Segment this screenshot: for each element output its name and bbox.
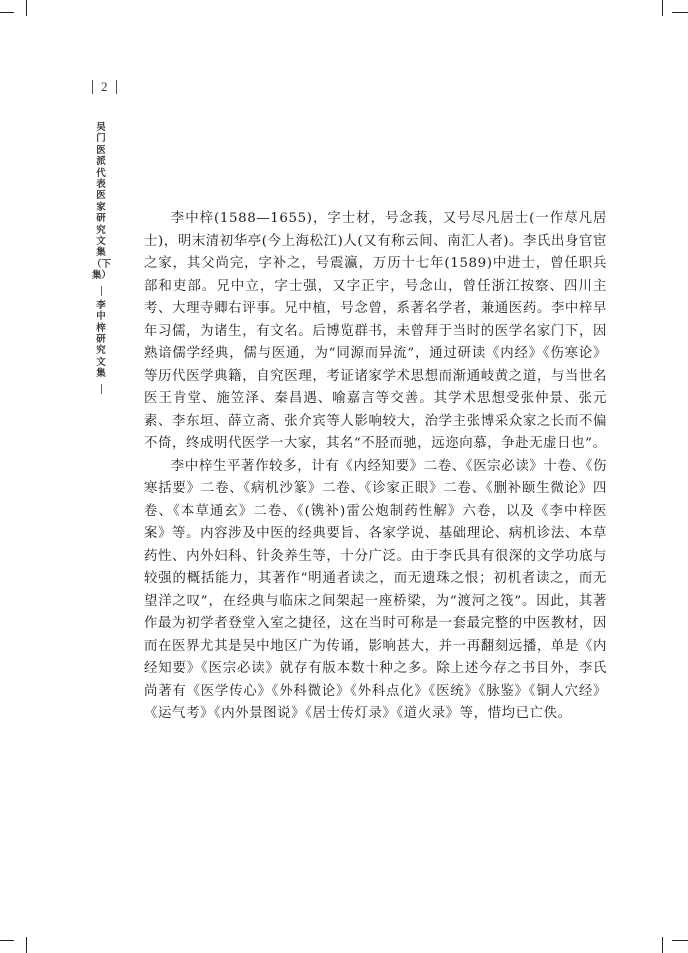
series-title: 吴门医派代表医家研究文集（下集） [92, 122, 112, 282]
body-text [144, 208, 607, 726]
page-number: 2 [101, 79, 108, 94]
running-head-end-rule [101, 384, 102, 394]
crop-mark-bl-v [26, 937, 27, 953]
page-number-block [86, 78, 126, 98]
paragraph: 李中梓生平著作较多，计有《内经知要》二卷、《医宗必读》十卷、《伤寒括要》二卷、《病机沙篆》二卷、《诊家正眼》二卷、《删补颐生微论》四卷、《本草通玄》二卷、《(镌补)雷公炮制药性解》六卷，以及《李中梓医案》等。内容涉及中医的经典要旨、各家学说、基础理论、病机诊法、本草药性、内外妇科、针灸养生等，十分广泛。由于李氏具有很深的文学功底与较强的概括能力，其著作“明通者读之，而无遗珠之恨；初机者读之，而无望洋之叹”，在经典与临床之间架起一座桥梁，为“渡河之筏”。因此，其著作最为初学者登堂入室之捷径，这在当时可称是一套最完整的中医教材，因而在医界尤其是吴中地区广为传诵，影响甚大，并一再翻刻远播，单是《内经知要》《医宗必读》就存有版本数十种之多。除上述今存之书目外，李氏尚著有《医学传心》《外科微论》《外科点化》《医统》《脉鉴》《铜人穴经》《运气考》《内外景图说》《居士传灯录》《道火录》等，惜均已亡佚。 [144, 458, 607, 721]
crop-mark-br-v [662, 937, 663, 953]
page-number-left-rule [92, 80, 93, 94]
crop-mark-bl-h [0, 940, 14, 941]
running-head-divider [101, 286, 102, 296]
crop-mark-tl-h [0, 12, 14, 13]
crop-mark-br-h [672, 940, 688, 941]
running-head-vertical [92, 122, 110, 398]
crop-mark-tr-v [662, 0, 663, 16]
page-number-right-rule [116, 80, 117, 94]
crop-mark-tl-v [26, 0, 27, 16]
book-title: 李中梓研究文集 [96, 299, 106, 380]
crop-mark-tr-h [672, 12, 688, 13]
paragraph: 李中梓(1588—1655)，字士材，号念莪，又号尽凡居士(一作荩凡居士)，明末清初华亭(今上海松江)人(又有称云间、南汇人者)。李氏出身官宦之家，其父尚完，字补之，号震瀛，万历十七年(1589)中进士，曾任职兵部和吏部。兄中立，字士强，又字正宇，号念山，曾任浙江按察、四川主考、大理寺卿右评事。兄中植，号念曾，系著名学者，兼通医药。李中梓早年习儒，为诸生，有文名。后博览群书，未曾拜于当时的医学名家门下，因熟谙儒学经典，儒与医通，为“同源而异流”，通过研读《内经》《伤寒论》等历代医学典籍，自究医理，考证诸家学术思想而渐通岐黄之道，与当世名医王肯堂、施笠泽、秦昌遇、喻嘉言等交善。其学术思想受张仲景、张元素、李东垣、薛立斋、张介宾等人影响较大，治学主张博采众家之长而不偏不倚，终成明代医学一大家，其名“不胫而驰，远迩向慕，争赴无虚日也”。 [144, 211, 607, 451]
